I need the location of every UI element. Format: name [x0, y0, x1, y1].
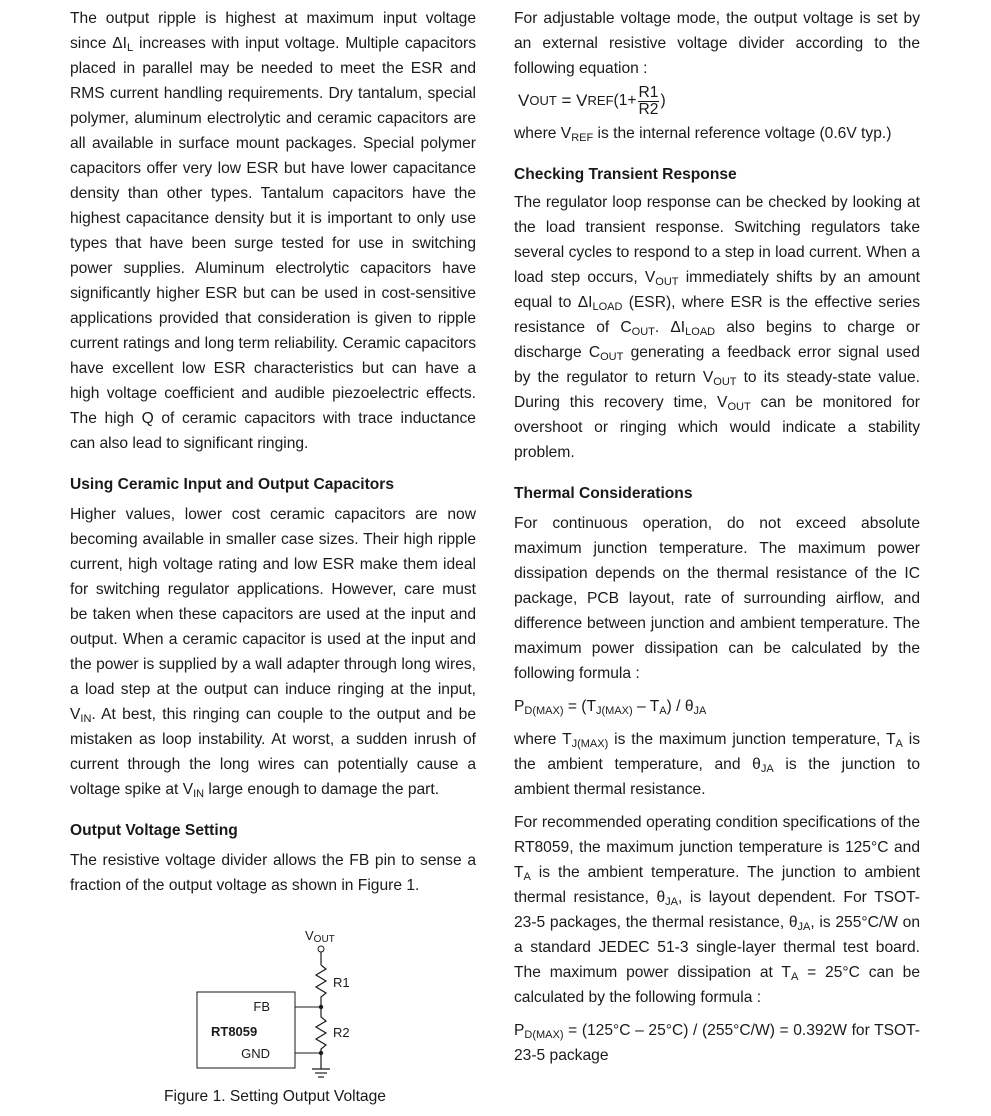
text: – T	[632, 698, 660, 715]
text: P	[514, 698, 525, 715]
fraction-r1-r2	[638, 85, 660, 118]
subscript: D(MAX)	[524, 1029, 564, 1041]
thermal-paragraph: For continuous operation, do not exceed absolute maximum junction temperature. The maximum power dissipation depends on the thermal resistance of the IC package, PCB layout, rate of surrounding airflow, and difference between junction and ambient temperature. The maximum power dissipation can be calculated by the following formula :	[514, 515, 920, 682]
text: to its steady-state value. During this recovery time, V	[514, 369, 920, 411]
figure-1-circuit	[70, 920, 476, 1116]
heading-thermal-considerations: Thermal Considerations	[514, 485, 693, 502]
text: is the ambient temperature, and θ	[514, 731, 920, 773]
ic-name-label: RT8059	[211, 1024, 258, 1039]
text: . ΔI	[654, 319, 686, 336]
subscript: J(MAX)	[596, 705, 633, 717]
subscript: OUT	[727, 401, 751, 413]
ground-icon	[312, 1069, 330, 1077]
vout-label: VOUT	[305, 928, 335, 945]
text: The output ripple is highest at maximum input voltage since ΔI	[70, 10, 476, 52]
subscript: LOAD	[685, 326, 716, 338]
subscript: OUT	[655, 276, 679, 288]
text: . At best, this ringing can couple to the output and be mistaken as loop instability. At worst, a sudden inrush of current through the long wires can potentially cause a voltage spike at V	[70, 706, 476, 798]
text: can be monitored for overshoot or ringing which would indicate a stability problem.	[514, 394, 920, 461]
adjustable-paragraph: For adjustable voltage mode, the output voltage is set by an external resistive voltage divider according to the following equation :	[514, 10, 920, 77]
vout-terminal	[318, 946, 324, 952]
subscript: D(MAX)	[524, 705, 564, 717]
text: generating a feedback error signal used by the regulator to return V	[514, 344, 920, 386]
text: The regulator loop response can be checked by looking at the load transient response. Switching regulators take several cycles to respond to a step in load current. When a load step occurs, V	[514, 194, 920, 286]
subscript: A	[523, 871, 531, 883]
text: where T	[514, 731, 572, 748]
text: (ESR), where ESR is the effective series resistance of C	[514, 294, 920, 336]
text: Higher values, lower cost ceramic capacitors are now becoming available in smaller case sizes. Their high ripple current, high voltage rating and low ESR make them ideal for switching regulator applications. However, care must be taken when these capacitors are used at the input and output. When a ceramic capacitor is used at the input and the power is supplied by a wall adapter through long wires, a load step at the output can induce ringing at the input, V	[70, 506, 476, 723]
left-column	[70, 6, 476, 898]
text: = (125°C – 25°C) / (255°C/W) = 0.392W for TSOT-23-5 package	[514, 1022, 920, 1064]
r1-label: R1	[333, 975, 350, 990]
subscript: A	[790, 971, 799, 983]
pd-max-equation	[514, 694, 920, 719]
subscript: OUT	[600, 351, 624, 363]
denominator: R2	[638, 100, 659, 118]
circuit-schematic	[70, 920, 476, 1090]
heading-output-voltage-setting: Output Voltage Setting	[70, 822, 238, 839]
text: , is 255°C/W on a standard JEDEC 51-3 single-layer thermal test board. The maximum power dissipation at T	[514, 914, 920, 981]
vref-paragraph	[514, 121, 920, 146]
where-paragraph	[514, 727, 920, 802]
subscript: LOAD	[592, 301, 623, 313]
subscript: JA	[797, 921, 811, 933]
subscript: JA	[693, 705, 707, 717]
subscript: IN	[193, 788, 205, 800]
subscript: JA	[665, 896, 679, 908]
pin-gnd-label: GND	[241, 1046, 270, 1061]
text: = 25°C can be calculated by the following formula :	[514, 964, 921, 1006]
text: = (T	[563, 698, 597, 715]
resistor-r1	[316, 965, 326, 1007]
text: For recommended operating condition specifications of the RT8059, the maximum junction temperature is 125°C and T	[514, 814, 920, 881]
r2-label: R2	[333, 1025, 350, 1040]
numerator: R1	[638, 83, 659, 101]
subscript: OUT	[713, 376, 737, 388]
subscript: A	[895, 738, 903, 750]
text: (1+	[613, 92, 637, 109]
text: ) / θ	[666, 698, 694, 715]
subscript: IN	[80, 713, 92, 725]
text: is the junction to ambient thermal resistance.	[514, 756, 920, 798]
text: = V	[556, 91, 588, 110]
subscript: OUT	[631, 326, 655, 338]
heading-ceramic-capacitors: Using Ceramic Input and Output Capacitors	[70, 476, 395, 493]
subscript: JA	[760, 763, 774, 775]
result-paragraph	[514, 1018, 920, 1068]
text: V	[518, 91, 530, 110]
text: is the maximum junction temperature, T	[608, 731, 896, 748]
ripple-paragraph	[70, 6, 476, 456]
transient-paragraph	[514, 190, 920, 465]
subscript: L	[127, 42, 134, 54]
text: )	[660, 92, 666, 109]
output-voltage-paragraph: The resistive voltage divider allows the FB pin to sense a fraction of the output voltage as shown in Figure 1.	[70, 852, 476, 894]
ceramic-paragraph	[70, 502, 476, 802]
vout-equation: V OUT = V REF (1+ $\frac{R1}{R2}$ )	[518, 83, 666, 118]
text: increases with input voltage. Multiple capacitors placed in parallel may be needed to meet the ESR and RMS current handling requirements. Dry tantalum, special polymer, aluminum electrolytic and ceramic capacitors are all available in surface mount packages. Special polymer capacitors offer very low ESR but have lower capacitance density than other types. Tantalum capacitors have the highest capacitance density but it is important to only use types that have been surge tested for use in switching power supplies. Aluminum electrolytic capacitors have significantly higher ESR but can be used in cost-sensitive applications provided that consideration is given to ripple current ratings and long term reliability. Ceramic capacitors have excellent low ESR characteristics but can have a high voltage coefficient and audible piezoelectric effects. The high Q of ceramic capacitors with trace inductance can also lead to significant ringing.	[70, 35, 476, 452]
text: is the internal reference voltage (0.6V typ.)	[593, 125, 892, 142]
resistor-r2	[316, 1007, 326, 1053]
text: is the ambient temperature. The junction to ambient thermal resistance, θ	[514, 864, 920, 906]
subscript: REF	[571, 132, 594, 144]
right-column	[514, 6, 920, 1068]
pin-fb-label: FB	[253, 999, 270, 1014]
text: , is layout dependent. For TSOT-23-5 packages, the thermal resistance, θ	[514, 889, 920, 931]
text: immediately shifts by an amount equal to ΔI	[514, 269, 920, 311]
figure-caption: Figure 1. Setting Output Voltage	[164, 1088, 386, 1105]
text: where V	[514, 125, 572, 142]
text: large enough to damage the part.	[204, 781, 440, 798]
recommended-paragraph	[514, 810, 920, 1010]
subscript: J(MAX)	[571, 738, 609, 750]
heading-transient-response: Checking Transient Response	[514, 166, 737, 183]
text: also begins to charge or discharge C	[514, 319, 920, 361]
text: P	[514, 1022, 525, 1039]
subscript: A	[659, 705, 667, 717]
